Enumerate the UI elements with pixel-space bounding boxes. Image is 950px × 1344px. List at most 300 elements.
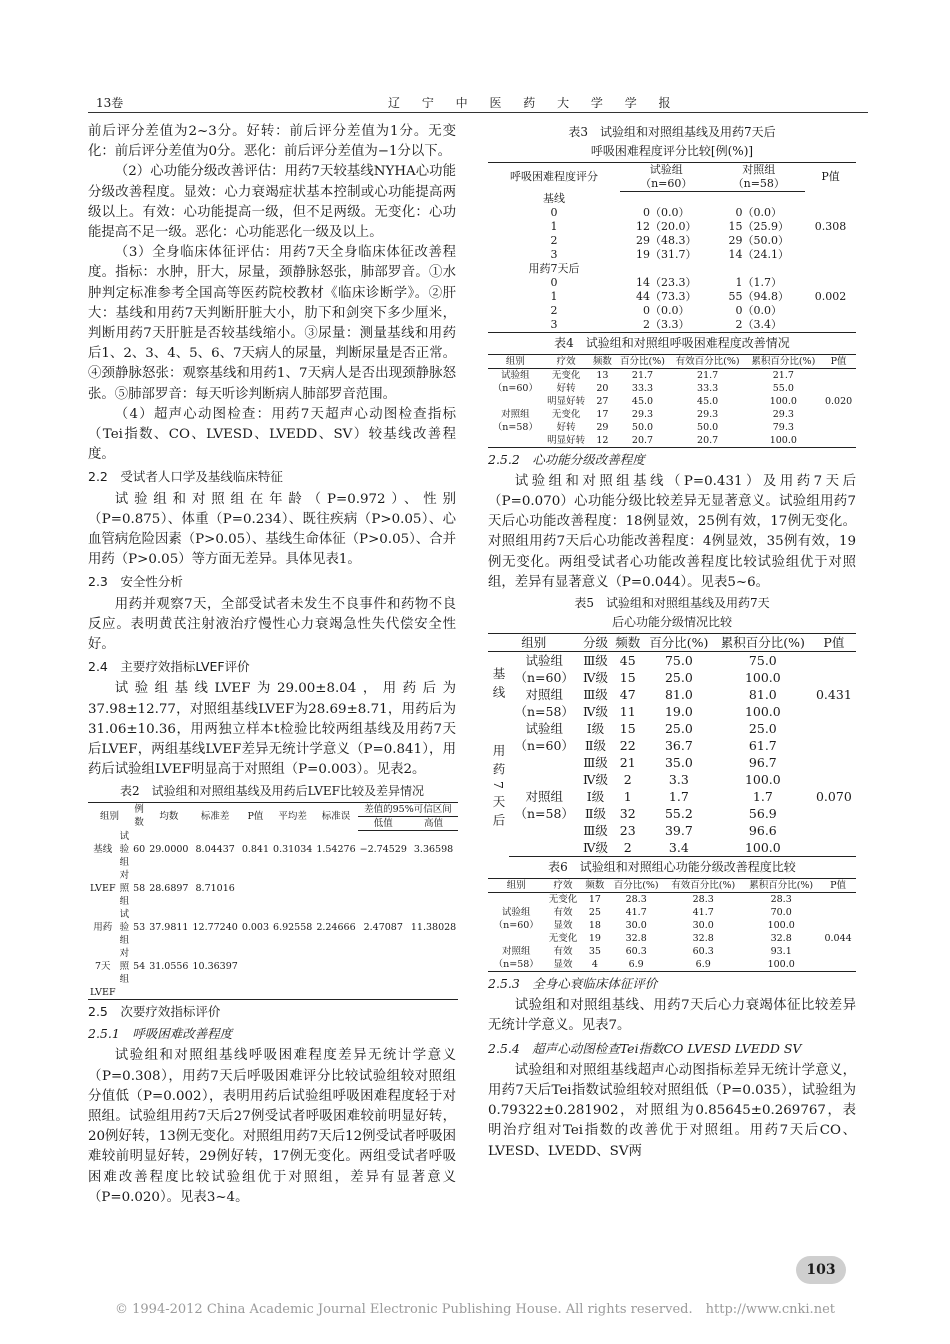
section-heading: 2.2 受试者人口学及基线临床特征 <box>88 469 283 485</box>
col-header: 低值 <box>358 816 409 830</box>
table-row <box>488 839 856 857</box>
table-cell: （n=60） <box>514 737 574 753</box>
table-row <box>88 947 458 986</box>
table-cell <box>820 945 856 958</box>
table-cell <box>805 276 856 290</box>
table-cell: 28.3 <box>625 893 647 905</box>
table-cell: 2 <box>612 839 644 857</box>
col-header: 百分比(%) <box>615 354 670 368</box>
table-cell: 0.308 <box>814 219 847 233</box>
table-cell: 25 <box>588 906 601 918</box>
col-header: 疗效 <box>544 878 581 892</box>
table-cell: 20 <box>596 382 609 394</box>
table-row <box>488 720 856 737</box>
table-cell: （n=58） <box>492 421 538 433</box>
table-cell: 6.9 <box>608 958 664 972</box>
table-cell: 1.54276 <box>316 844 356 855</box>
table-cell: 2.24666 <box>316 922 356 933</box>
col-header: 频数 <box>590 354 616 368</box>
table-cell <box>805 304 856 318</box>
table-cell: 12.77240 <box>192 922 238 933</box>
table-cell <box>805 248 856 262</box>
table-cell: 12 <box>590 434 616 448</box>
table-cell <box>240 947 271 986</box>
table-caption: 表3 试验组和对照组基线及用药7天后 <box>568 125 776 139</box>
table-cell: 试验组 <box>525 652 563 668</box>
subsection-heading: 2.5.3 全身心衰临床体征评价 <box>488 975 658 991</box>
table-cell: 45 <box>619 652 636 668</box>
table-cell: 10.36397 <box>192 961 238 972</box>
table-cell: 0.841 <box>241 844 270 855</box>
table-cell <box>488 892 544 906</box>
table-cell: 41.7 <box>625 906 647 918</box>
paragraph: 试验组基线LVEF为29.00±8.04，用药后为37.98±12.77，对照组基线LVEF为28.69±8.71，用药后为31.06±10.36，用两独立样本t检验比较两组基线及用药7天后LVEF，两组基线LVEF差异无统计学意义（P=0.841），用药后试验组LVEF明显高于对照组（P=0.003）。见表2。 <box>88 681 456 778</box>
table-cell: 0（0.0） <box>735 303 783 317</box>
subsection-heading: 2.5.4 超声心动图检查Tei指数CO LVESD LVEDD SV <box>488 1040 802 1056</box>
table-cell: 1 <box>550 219 558 233</box>
col-header: 组别 <box>488 633 579 651</box>
table-cell <box>821 382 856 395</box>
table-cell: 无变化 <box>548 893 578 905</box>
table-cell: 无变化 <box>548 932 578 944</box>
table-cell: 28.6897 <box>149 883 189 894</box>
left-column <box>88 122 456 1208</box>
table-cell: 显效 <box>553 919 573 931</box>
table-row <box>488 220 856 234</box>
table-row <box>488 262 856 276</box>
table-cell: 15 <box>619 720 636 736</box>
table-cell <box>509 822 579 839</box>
table-cell: 15（25.9） <box>728 219 790 233</box>
table-cell: 100.0 <box>742 958 820 972</box>
table-caption: 表4 试验组和对照组呼吸困难程度改善情况 <box>554 335 790 350</box>
table-cell: 81.0 <box>748 686 777 702</box>
table-cell: 25.0 <box>664 720 693 736</box>
table-cell <box>240 869 271 908</box>
col-header: 呼吸困难程度评分 <box>488 163 620 192</box>
table-cell: 56.9 <box>748 805 777 821</box>
table-cell <box>820 892 856 906</box>
table-cell: 75.0 <box>664 652 693 668</box>
table-cell <box>812 651 856 669</box>
table-cell: 61.7 <box>748 737 777 753</box>
table-cell: 2（3.3） <box>620 318 713 333</box>
table-cell: Ⅳ级 <box>583 703 609 719</box>
table-cell: 0（0.0） <box>643 205 690 219</box>
table-cell: 29.0000 <box>149 844 189 855</box>
table-cell: 21.7 <box>631 369 654 381</box>
table-cell: 好转 <box>556 382 576 394</box>
table-cell: 试验组 <box>501 906 531 918</box>
table-cell: 8.04437 <box>195 844 235 855</box>
col-header: 标准误 <box>314 802 357 830</box>
table-row <box>488 318 856 333</box>
page-number: 103 <box>796 1256 846 1284</box>
table-cell <box>488 932 544 945</box>
table-cell <box>271 947 314 986</box>
table-cell: 14（23.3） <box>636 275 697 289</box>
table-cell: 96.6 <box>748 822 777 838</box>
table-cell: 2 <box>623 771 632 787</box>
table-cell: 28.3 <box>770 893 792 905</box>
table-cell <box>821 421 856 434</box>
table-cell: 对照组 <box>525 788 563 804</box>
table-cell: 19（31.7） <box>636 247 697 261</box>
right-column <box>488 122 856 1162</box>
table-cell: 23 <box>619 822 636 838</box>
table-cell: 0 <box>550 275 558 289</box>
table-cell: 22 <box>619 737 636 753</box>
table-row <box>488 771 856 788</box>
table-cell: 28.3 <box>692 893 714 905</box>
running-header <box>88 92 868 113</box>
table-cell: 100.0 <box>767 919 795 931</box>
col-header: P值 <box>805 163 856 192</box>
table-cell: （n=58） <box>488 958 544 972</box>
table-cell: 29（48.3） <box>636 233 697 247</box>
table-cell: LVEF <box>90 883 116 894</box>
table-row <box>488 932 856 945</box>
table-cell <box>314 869 357 908</box>
table-cell <box>271 986 314 1000</box>
table-cell <box>509 771 579 788</box>
table-caption: 后心功能分级情况比较 <box>611 614 732 629</box>
col-header: 有效百分比(%) <box>664 878 742 892</box>
table-cell: 60.3 <box>692 945 714 957</box>
table-cell <box>805 206 856 220</box>
table-cell: 32.8 <box>625 932 647 944</box>
col-header: 高值 <box>409 816 458 830</box>
table-cell: 0.31034 <box>273 844 313 855</box>
table-cell: 试验组 <box>525 720 563 736</box>
volume-label: 13卷 <box>96 96 124 110</box>
table-cell: 0.070 <box>815 788 852 804</box>
col-header: P值 <box>821 354 856 368</box>
table-cell: 29 <box>596 421 609 433</box>
table-cell: 81.0 <box>664 686 693 702</box>
col-header: 均数 <box>147 802 190 830</box>
table-cell: 对照组 <box>119 870 130 907</box>
table-cell <box>812 805 856 822</box>
col-header: 组别 <box>488 354 543 368</box>
table-cell: Ⅳ级 <box>579 839 611 857</box>
table-cell: 3 <box>550 247 558 261</box>
table-cell: 对照组 <box>501 945 531 957</box>
table-cell: 有效 <box>553 906 573 918</box>
table-cell: 21.7 <box>772 369 794 381</box>
table-cell: Ⅱ级 <box>585 737 607 753</box>
table-cell: 41.7 <box>692 906 714 918</box>
table-cell <box>190 986 239 1000</box>
table-cell <box>358 947 409 986</box>
table-cell <box>812 822 856 839</box>
table-row <box>488 945 856 958</box>
table-caption: 表5 试验组和对照组基线及用药7天 <box>574 595 770 610</box>
table-cell: Ⅰ级 <box>586 720 605 736</box>
col-header: 累积百分比(%) <box>714 633 812 651</box>
table-cell: 2（3.4） <box>713 318 806 333</box>
table-row <box>488 421 856 434</box>
table-cell: 31.0556 <box>149 961 189 972</box>
table-cell: 44（73.3） <box>636 289 697 303</box>
table-cell: 21.7 <box>697 369 719 381</box>
table-cell: 47 <box>619 686 636 702</box>
table-row <box>488 892 856 906</box>
table-cell: 6.92558 <box>273 922 313 933</box>
table-cell: 0 <box>550 205 558 219</box>
table-cell <box>409 986 458 1000</box>
paragraph: 前后评分差值为2~3分。好转：前后评分差值为1分。无变化：前后评分差值为0分。恶化：前后评分差值为−1分以下。 <box>88 124 456 160</box>
table-cell <box>812 754 856 771</box>
table-cell <box>409 947 458 986</box>
table-cell: 1.7 <box>752 788 773 804</box>
table-cell: Ⅰ级 <box>586 788 605 804</box>
table-3 <box>488 162 856 333</box>
table-cell: 39.7 <box>664 822 693 838</box>
table-row <box>488 304 856 318</box>
table-cell: 基线 <box>93 844 113 855</box>
table-cell: 0.431 <box>815 686 852 702</box>
table-cell: −2.74529 <box>359 844 407 856</box>
table-cell: 50.0 <box>631 421 654 433</box>
col-header: 标准差 <box>190 802 239 830</box>
table-cell <box>805 318 856 333</box>
table-cell: 60.3 <box>625 945 647 957</box>
table-cell: 0.002 <box>814 289 847 303</box>
table-cell: 35 <box>588 945 601 957</box>
col-header: 对照组 <box>713 163 806 178</box>
table-cell: 36.7 <box>664 737 693 753</box>
table-cell: 55.0 <box>772 382 794 394</box>
table-cell: 100.0 <box>769 395 797 407</box>
col-header: 累积百分比(%) <box>742 878 820 892</box>
paragraph: 试验组和对照组基线（P=0.431）及用药7天后（P=0.070）心功能分级比较差异无显著意义。试验组用药7天后心功能改善程度：18例显效，25例有效，17例无变化。对照组用药7天后心功能改善程度：4例显效，35例有效，19例无变化。两组受试者心功能改善程度比较试验组优于对照组，差异有显著意义（P=0.044）。见表5~6。 <box>488 473 856 590</box>
table-cell: 用药 <box>93 922 113 933</box>
table-row <box>488 248 856 262</box>
table-cell: Ⅲ级 <box>583 822 608 838</box>
table-cell: Ⅲ级 <box>583 754 608 770</box>
table-cell: 试验组 <box>119 909 130 946</box>
table-cell: 19.0 <box>664 703 693 719</box>
table-cell <box>314 947 357 986</box>
col-header: 组别 <box>88 802 131 830</box>
col-header: P值 <box>812 633 856 651</box>
table-cell: 30.0 <box>625 919 647 931</box>
paragraph: （2）心功能分级改善评估：用药7天较基线NYHA心功能分级改善程度。显效：心力衰竭症状基本控制或心功能提高两级以上。有效：心功能提高一级，但不足两级。无变化：心功能提高不足一级。恶化：心功能恶化一级及以上。 <box>88 164 456 241</box>
table-cell: 明显好转 <box>547 395 586 407</box>
paragraph: （4）超声心动图检查：用药7天超声心动图检查指标（Tei指数、CO、LVESD、LVEDD、SV）较基线改善程度。 <box>88 406 456 463</box>
table-cell: 75.0 <box>748 652 777 668</box>
table-cell: 0.003 <box>241 922 270 933</box>
table-cell: 0（0.0） <box>643 303 690 317</box>
table-cell: 37.9811 <box>149 922 189 933</box>
table-cell: 1 <box>623 788 632 804</box>
table-cell <box>620 192 713 206</box>
col-header: 分级 <box>579 633 611 651</box>
col-header: 频数 <box>612 633 644 651</box>
table-row <box>488 686 856 703</box>
col-header: 组别 <box>488 878 544 892</box>
table-cell: 29.3 <box>697 408 719 420</box>
table-cell: 试验组 <box>119 831 130 868</box>
table-cell <box>118 986 132 1000</box>
table-cell: 显效 <box>544 958 581 972</box>
table-5 <box>488 633 856 857</box>
table-cell: 无变化 <box>551 369 581 381</box>
section-heading: 2.3 安全性分析 <box>88 574 183 590</box>
table-cell <box>488 434 543 448</box>
table-cell <box>821 434 856 448</box>
table-cell <box>488 395 543 408</box>
table-row <box>88 986 458 1000</box>
table-cell: （n=60） <box>492 382 538 394</box>
table-cell: 18 <box>588 919 601 931</box>
col-header: 百分比(%) <box>608 878 664 892</box>
table-cell: 32.8 <box>692 932 714 944</box>
table-cell: 100.0 <box>744 669 781 685</box>
table-row <box>488 290 856 304</box>
table-cell: 1（1.7） <box>735 275 783 289</box>
table-cell <box>271 869 314 908</box>
table-cell: 93.1 <box>770 945 792 957</box>
table-cell <box>820 919 856 932</box>
table-caption: 呼吸困难程度评分比较[例(%)] <box>590 144 754 158</box>
table-caption: 表2 试验组和对照组基线及用药后LVEF比较及差异情况 <box>120 783 424 798</box>
table-cell: 45.0 <box>697 395 719 407</box>
table-cell: 55（94.8） <box>728 289 790 303</box>
table-cell <box>713 262 806 276</box>
table-cell: 53 <box>133 922 146 933</box>
paragraph: （3）全身临床体征评估：用药7天全身临床体征改善程度。指标：水肿，肝大，尿量，颈静脉怒张，肺部罗音。①水肿判定标准参考全国高等医药院校教材《临床诊断学》。②肝大：基线和用药7天判断肝脏大小，肋下和剑突下多少厘米，判断用药7天肝脏是否较基线缩小。③尿量：测量基线和用药后1、2、3、4、5、6、7天病人的尿量，判断尿量是否正常。④颈静脉怒张：观察基线和用药1、7天病人是否出现颈静脉怒张。⑤肺部罗音：每天听诊判断病人肺部罗音范围。 <box>88 245 456 402</box>
table-cell: 25.0 <box>664 669 693 685</box>
table-cell: Ⅳ级 <box>583 771 609 787</box>
table-cell <box>509 754 579 771</box>
table-cell: 对照组 <box>501 408 530 420</box>
table-cell: 好转 <box>556 421 576 433</box>
table-cell: 3 <box>488 318 620 333</box>
table-cell: 33.3 <box>697 382 719 394</box>
table-row <box>488 206 856 220</box>
table-cell: 2 <box>550 303 558 317</box>
table-cell: 有效 <box>553 945 573 957</box>
col-header: 试验组 <box>620 163 713 178</box>
table-cell: 60 <box>133 844 146 855</box>
table-cell: 29.3 <box>631 408 654 420</box>
table-cell: （n=58） <box>514 703 574 719</box>
col-header: 差值的95%可信区间 <box>358 802 459 816</box>
table-cell: 0.020 <box>824 395 853 407</box>
journal-title: 辽 宁 中 医 药 大 学 学 报 <box>388 96 680 110</box>
table-row <box>488 669 856 686</box>
col-header: 例数 <box>131 802 147 830</box>
table-cell <box>358 986 409 1000</box>
table-row <box>488 192 856 206</box>
table-cell: （n=60） <box>493 919 539 931</box>
table-cell: 29.3 <box>772 408 794 420</box>
table-cell: 20.7 <box>670 434 746 448</box>
table-row <box>88 908 458 947</box>
paragraph: 用药并观察7天，全部受试者未发生不良事件和药物不良反应。表明黄芪注射液治疗慢性心力衰竭急性失代偿安全性好。 <box>88 596 456 653</box>
table-cell: 3.3 <box>668 771 689 787</box>
table-cell: 1 <box>550 289 558 303</box>
table-cell: 58 <box>133 883 146 894</box>
section-heading: 2.5 次要疗效指标评价 <box>88 1004 221 1019</box>
table-cell <box>812 771 856 788</box>
table-cell: 27 <box>596 395 609 407</box>
table-cell: 0.044 <box>824 932 852 944</box>
table-cell: Ⅱ级 <box>585 805 607 821</box>
table-cell: 6.9 <box>664 958 742 972</box>
table-cell: 35.0 <box>664 754 693 770</box>
table-cell <box>820 958 856 972</box>
table-row <box>488 368 856 382</box>
table-row <box>488 703 856 720</box>
table-cell: 15 <box>619 669 636 685</box>
table-6 <box>488 878 856 972</box>
table-cell: 2.47087 <box>363 922 403 933</box>
table-cell: 1.7 <box>668 788 689 804</box>
table-4 <box>488 354 856 448</box>
table-row <box>88 830 458 869</box>
table-cell <box>812 669 856 686</box>
table-row <box>488 737 856 754</box>
table-row <box>488 958 856 972</box>
table-cell: （n=58） <box>514 805 574 821</box>
table-row <box>488 919 856 932</box>
table-cell <box>812 839 856 857</box>
table-cell: 对照组 <box>119 948 130 985</box>
table-cell: 100.0 <box>744 771 781 787</box>
table-cell: LVEF <box>90 987 116 998</box>
section-heading: 2.4 主要疗效指标LVEF评价 <box>88 659 250 675</box>
table-cell: 无变化 <box>551 408 581 420</box>
table-row <box>488 805 856 822</box>
table-cell <box>805 234 856 248</box>
col-header: 百分比(%) <box>644 633 714 651</box>
table-cell <box>820 906 856 919</box>
table-cell <box>713 192 806 206</box>
copyright-footer: © 1994-2012 China Academic Journal Electronic Publishing House. All rights reserved. http://www.cnki.net <box>115 1302 835 1317</box>
table-row <box>488 395 856 408</box>
table-cell: 试验组 <box>501 369 530 381</box>
table-cell: 70.0 <box>770 906 792 918</box>
table-row <box>488 276 856 290</box>
table-cell: Ⅳ级 <box>583 669 609 685</box>
col-header: 有效百分比(%) <box>670 354 746 368</box>
table-cell: 33.3 <box>631 382 654 394</box>
table-caption: 表6 试验组和对照组心功能分级改善程度比较 <box>548 859 796 874</box>
table-row <box>488 788 856 805</box>
paragraph: 试验组和对照组基线、用药7天后心力衰竭体征比较差异无统计学意义。见表7。 <box>488 998 856 1034</box>
table-cell <box>812 720 856 737</box>
col-header: 频数 <box>582 878 608 892</box>
col-header: 累积百分比(%) <box>745 354 821 368</box>
table-cell: 4 <box>582 958 608 972</box>
table-cell <box>805 192 856 206</box>
table-row <box>488 906 856 919</box>
col-header: 平均差 <box>271 802 314 830</box>
table-cell: 11.38028 <box>410 922 457 933</box>
table-cell: 25.0 <box>748 720 777 736</box>
table-cell: 29（50.0） <box>728 233 790 247</box>
table-cell: 8.71016 <box>195 883 235 894</box>
table-cell: 32 <box>619 805 636 821</box>
table-cell <box>509 839 579 857</box>
table-cell: 14（24.1） <box>728 247 790 261</box>
table-cell: 96.7 <box>748 754 777 770</box>
table-cell: 用药7天后 <box>528 261 580 275</box>
table-cell: 100.0 <box>714 839 812 857</box>
